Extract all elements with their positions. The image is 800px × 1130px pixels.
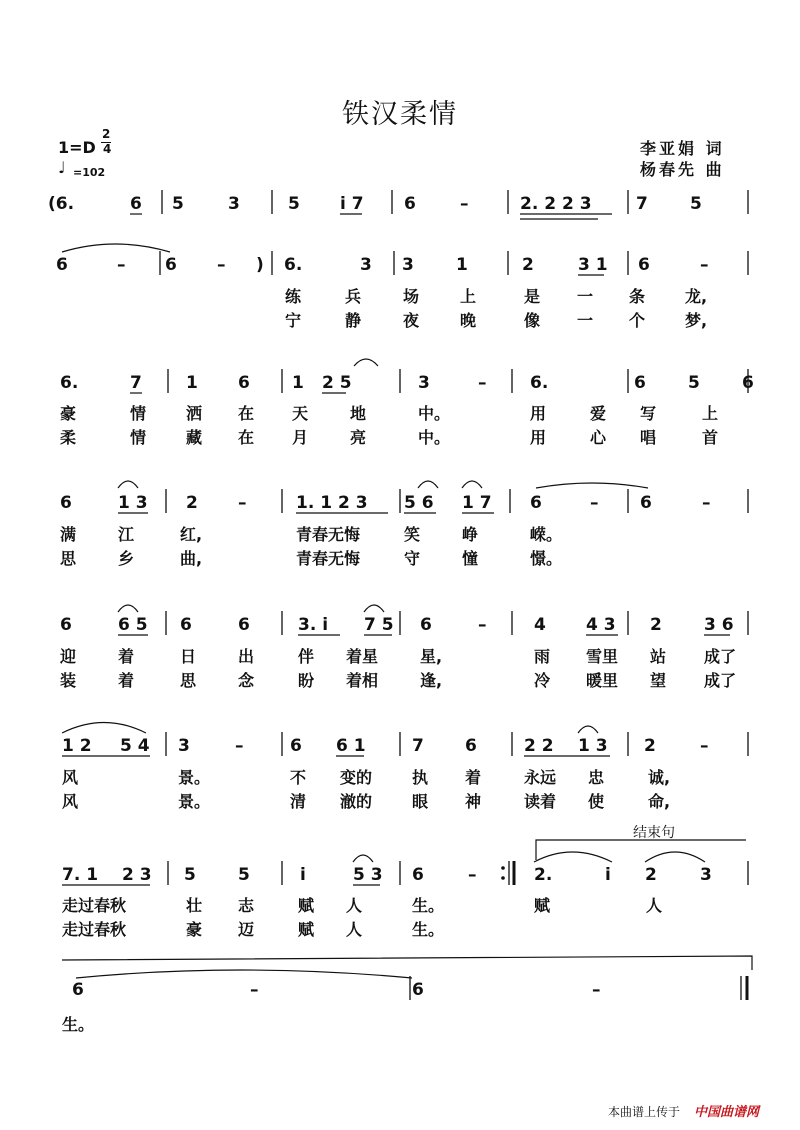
note-3-2: 2: [186, 493, 198, 513]
lyrics-layer: [59, 287, 736, 1034]
lyric-4-0-0: 迎: [60, 647, 77, 666]
lyric-6-0-6: 赋: [534, 896, 551, 915]
note-4-9: 4 3: [586, 615, 616, 635]
lyric-4-1-5: 着相: [346, 671, 379, 690]
lyric-3-0-1: 江: [118, 525, 135, 544]
note-5-10: 2: [644, 736, 656, 756]
note-1-12: –: [700, 255, 709, 275]
note-1-2: 6: [165, 255, 177, 275]
lyric-3-0-5: 峥: [462, 525, 479, 544]
note-0-0: (6.: [48, 194, 75, 214]
lyric-4-0-10: 成了: [704, 647, 737, 666]
composer-credit: 杨春先 曲: [640, 160, 725, 179]
note-0-6: 6: [404, 194, 416, 214]
lyric-4-1-8: 暖里: [586, 671, 619, 690]
lyric-5-1-0: 风: [62, 792, 79, 811]
lyric-2-1-1: 情: [130, 428, 147, 447]
lyric-5-1-3: 澈的: [340, 792, 373, 811]
note-5-2: 3: [178, 736, 190, 756]
tempo-marking: =102: [73, 166, 106, 179]
lyric-5-1-1: 景。: [178, 792, 211, 811]
lyric-1-1-0: 宁: [285, 311, 302, 330]
lyric-3-0-2: 红,: [180, 525, 203, 544]
note-5-6: 7: [412, 736, 424, 756]
slur-2-5: [354, 359, 378, 366]
lyric-1-0-0: 练: [285, 287, 302, 306]
note-0-7: –: [460, 194, 469, 214]
tie-3-6: [536, 483, 648, 488]
note-2-9: 6: [634, 373, 646, 393]
lyric-2-0-3: 在: [238, 404, 255, 423]
lyric-4-1-4: 盼: [298, 671, 315, 690]
lyric-5-1-4: 眼: [412, 792, 429, 811]
note-6-8: 2.: [534, 865, 553, 885]
lyric-1-0-2: 场: [403, 287, 420, 306]
note-5-3: –: [235, 736, 244, 756]
note-6-1: 2 3: [122, 865, 152, 885]
lyric-2-1-3: 在: [238, 428, 255, 447]
lyric-3-0-4: 笑: [404, 525, 421, 544]
slur-3-5a: [418, 481, 438, 488]
lyric-5-0-1: 景。: [178, 768, 211, 787]
note-3-0: 6: [60, 493, 72, 513]
lyric-4-0-6: 星,: [420, 647, 443, 666]
lyric-4-1-7: 冷: [534, 671, 551, 690]
lyric-2-0-9: 写: [640, 404, 657, 423]
lyric-4-1-3: 念: [238, 671, 255, 690]
lyric-6-1-5: 生。: [412, 920, 445, 939]
lyric-3-1-5: 憧: [462, 549, 479, 568]
note-2-8: 6.: [530, 373, 549, 393]
lyric-5-1-8: 命,: [648, 792, 671, 811]
lyric-3-0-3: 青春无悔: [296, 525, 361, 544]
note-2-3: 6: [238, 373, 250, 393]
lyric-2-1-10: 首: [702, 428, 719, 447]
note-7-1: –: [250, 980, 259, 1000]
note-6-11: 3: [700, 865, 712, 885]
note-0-4: 5: [288, 194, 300, 214]
lyric-6-0-1: 壮: [186, 896, 203, 915]
lyricist-credit: 李亚娟 词: [640, 139, 725, 158]
lyric-4-0-1: 着: [118, 647, 135, 666]
lyric-5-0-0: 风: [62, 768, 79, 787]
lyric-3-1-6: 憬。: [530, 549, 563, 568]
lyric-2-0-7: 用: [530, 404, 547, 423]
ending-bracket-2: [62, 956, 752, 970]
lyric-4-0-9: 站: [650, 647, 667, 666]
lyric-1-0-7: 龙,: [685, 287, 708, 306]
lyric-5-0-8: 诚,: [648, 768, 671, 787]
lyric-3-1-3: 青春无悔: [296, 549, 361, 568]
note-1-5: 6.: [284, 255, 303, 275]
slur-4-5: [364, 605, 384, 612]
note-7-3: –: [592, 980, 601, 1000]
note-6-0: 7. 1: [62, 865, 99, 885]
note-5-7: 6: [465, 736, 477, 756]
lyric-6-1-0: 走过春秋: [62, 920, 127, 939]
lyric-3-1-0: 思: [60, 549, 77, 568]
note-6-9: i: [605, 865, 611, 885]
note-6-2: 5: [184, 865, 196, 885]
time-signature-top: 2: [102, 127, 111, 141]
lyric-3-1-1: 乡: [118, 549, 135, 568]
lyric-3-1-2: 曲,: [180, 549, 203, 568]
note-3-3: –: [238, 493, 247, 513]
lyric-4-0-8: 雪里: [586, 647, 619, 666]
lyric-4-1-10: 成了: [704, 671, 737, 690]
lyric-1-1-4: 像: [524, 311, 541, 330]
lyric-2-0-0: 豪: [60, 404, 77, 423]
note-0-5: i 7: [340, 194, 364, 214]
lyric-6-0-5: 生。: [412, 896, 445, 915]
note-4-8: 4: [534, 615, 546, 635]
lyric-4-0-4: 伴: [298, 647, 315, 666]
lyric-6-1-2: 迈: [238, 920, 255, 939]
note-2-6: 3: [418, 373, 430, 393]
tie-1: [62, 244, 170, 252]
note-0-3: 3: [228, 194, 240, 214]
lyric-1-1-6: 个: [629, 311, 646, 330]
note-1-9: 2: [522, 255, 534, 275]
note-1-1: –: [117, 255, 126, 275]
note-4-10: 2: [650, 615, 662, 635]
note-0-1: 6: [130, 194, 142, 214]
note-4-6: 6: [420, 615, 432, 635]
lyric-4-0-5: 着星: [346, 647, 379, 666]
note-1-6: 3: [360, 255, 372, 275]
note-1-4: ): [256, 255, 264, 275]
lyric-6-0-3: 赋: [298, 896, 315, 915]
note-7-2: 6: [412, 980, 424, 1000]
lyric-5-0-7: 忠: [588, 768, 605, 787]
lyric-1-1-1: 静: [345, 311, 362, 330]
lyric-2-0-6: 中。: [418, 404, 451, 423]
note-2-11: 6: [742, 373, 754, 393]
lyric-5-0-6: 永远: [524, 768, 557, 787]
lyric-4-0-3: 出: [238, 647, 255, 666]
note-4-4: 3. i: [298, 615, 329, 635]
lyric-2-1-0: 柔: [60, 428, 77, 447]
lyric-2-0-8: 爱: [590, 404, 607, 423]
lyric-5-0-5: 着: [465, 768, 482, 787]
note-3-8: –: [590, 493, 599, 513]
note-5-0: 1 2: [62, 736, 92, 756]
lyric-2-1-5: 亮: [350, 428, 367, 447]
lyric-1-1-2: 夜: [403, 311, 420, 330]
slur-6-8: [534, 852, 612, 862]
lyric-1-0-4: 是: [524, 287, 541, 306]
lyric-2-1-2: 藏: [186, 428, 203, 447]
repeat-dot-bottom: [501, 876, 505, 880]
note-3-5: 5 6: [404, 493, 434, 513]
lyric-4-1-2: 思: [180, 671, 197, 690]
note-4-11: 3 6: [704, 615, 734, 635]
note-1-8: 1: [456, 255, 468, 275]
lyric-1-1-7: 梦,: [685, 311, 708, 330]
note-3-4: 1. 1 2 3: [296, 493, 368, 513]
lyric-1-1-3: 晚: [460, 311, 477, 330]
lyric-1-0-3: 上: [460, 287, 477, 306]
lyric-4-1-0: 装: [60, 671, 77, 690]
note-6-6: 6: [412, 865, 424, 885]
ending-label: 结束句: [633, 825, 675, 841]
footer-text: 本曲谱上传于: [608, 1105, 681, 1119]
song-title: 铁汉柔情: [342, 99, 458, 130]
key-signature: 1=D: [58, 138, 96, 157]
note-3-1: 1 3: [118, 493, 148, 513]
note-6-5: 5 3: [353, 865, 383, 885]
note-2-2: 1: [186, 373, 198, 393]
lyric-3-1-4: 守: [404, 549, 421, 568]
slur-3-1: [118, 481, 138, 488]
lyric-5-1-6: 读着: [524, 792, 557, 811]
lyric-7-0-0: 生。: [62, 1015, 95, 1034]
lyric-1-0-5: 一: [577, 287, 594, 306]
lyric-2-1-6: 中。: [418, 428, 451, 447]
note-0-9: 7: [636, 194, 648, 214]
lyric-4-1-1: 着: [118, 671, 135, 690]
lyric-6-0-0: 走过春秋: [62, 896, 127, 915]
lyric-4-0-2: 日: [180, 647, 197, 666]
ending-bracket: [536, 840, 746, 860]
slur-5-9: [578, 726, 598, 733]
note-3-7: 6: [530, 493, 542, 513]
note-1-10: 3 1: [578, 255, 608, 275]
lyric-6-1-1: 豪: [186, 920, 203, 939]
tie-7: [76, 970, 412, 978]
note-2-5: 2 5: [322, 373, 352, 393]
lyric-2-0-4: 天: [292, 404, 309, 423]
note-1-7: 3: [402, 255, 414, 275]
note-1-11: 6: [638, 255, 650, 275]
note-3-10: –: [702, 493, 711, 513]
note-2-4: 1: [292, 373, 304, 393]
note-4-1: 6 5: [118, 615, 148, 635]
note-2-0: 6.: [60, 373, 79, 393]
note-4-3: 6: [238, 615, 250, 635]
note-0-2: 5: [172, 194, 184, 214]
lyric-5-1-7: 使: [588, 792, 605, 811]
note-4-7: –: [478, 615, 487, 635]
lyric-5-0-2: 不: [290, 768, 307, 787]
note-4-0: 6: [60, 615, 72, 635]
lyric-5-0-4: 执: [412, 768, 429, 787]
lyric-1-1-5: 一: [577, 311, 594, 330]
note-6-7: –: [468, 865, 477, 885]
lyric-2-0-1: 情: [130, 404, 147, 423]
note-4-5: 7 5: [364, 615, 394, 635]
note-2-10: 5: [688, 373, 700, 393]
site-logo: 中国曲谱网: [694, 1105, 760, 1120]
note-6-10: 2: [645, 865, 657, 885]
lyric-2-1-4: 月: [292, 428, 309, 447]
note-6-4: i: [300, 865, 306, 885]
note-0-10: 5: [690, 194, 702, 214]
lyric-2-0-5: 地: [350, 404, 367, 423]
note-3-9: 6: [640, 493, 652, 513]
repeat-dot-top: [501, 866, 505, 870]
note-0-8: 2. 2 2 3: [520, 194, 592, 214]
lyric-3-0-6: 嵘。: [530, 525, 563, 544]
note-1-0: 6: [56, 255, 68, 275]
note-2-7: –: [478, 373, 487, 393]
note-5-5: 6 1: [336, 736, 366, 756]
note-5-4: 6: [290, 736, 302, 756]
slur-3-5b: [462, 481, 482, 488]
lyric-2-1-7: 用: [530, 428, 547, 447]
slur-6-5: [353, 855, 373, 862]
lyric-6-0-7: 人: [646, 896, 663, 915]
lyric-1-0-1: 兵: [345, 287, 362, 306]
lyric-2-1-9: 唱: [640, 428, 657, 447]
note-2-1: 7: [130, 373, 142, 393]
note-1-3: –: [217, 255, 226, 275]
lyric-5-0-3: 变的: [340, 768, 373, 787]
note-5-11: –: [700, 736, 709, 756]
slur-5-0: [62, 723, 146, 734]
lyric-5-1-5: 神: [465, 792, 482, 811]
lyric-6-0-2: 志: [238, 896, 255, 915]
slur-4-1: [118, 605, 138, 612]
notes-layer: [48, 194, 754, 1000]
lyric-6-0-4: 人: [346, 896, 363, 915]
lyric-2-0-10: 上: [702, 404, 719, 423]
quarter-note-icon: ♩: [58, 158, 66, 177]
note-3-6: 1 7: [462, 493, 492, 513]
time-signature-bottom: 4: [103, 142, 112, 156]
note-5-1: 5 4: [120, 736, 150, 756]
note-4-2: 6: [180, 615, 192, 635]
lyric-4-0-7: 雨: [534, 647, 551, 666]
note-6-3: 5: [238, 865, 250, 885]
lyric-2-1-8: 心: [590, 428, 607, 447]
lyric-6-1-3: 赋: [298, 920, 315, 939]
lyric-4-1-9: 望: [650, 671, 667, 690]
lyric-4-1-6: 逢,: [420, 671, 443, 690]
lyric-6-1-4: 人: [346, 920, 363, 939]
note-7-0: 6: [72, 980, 84, 1000]
lyric-1-0-6: 条: [629, 287, 646, 306]
lyric-3-0-0: 满: [60, 525, 77, 544]
lyric-2-0-2: 洒: [186, 404, 203, 423]
slur-6-10: [645, 852, 705, 862]
note-5-9: 1 3: [578, 736, 608, 756]
note-5-8: 2 2: [524, 736, 554, 756]
lyric-5-1-2: 清: [290, 792, 307, 811]
